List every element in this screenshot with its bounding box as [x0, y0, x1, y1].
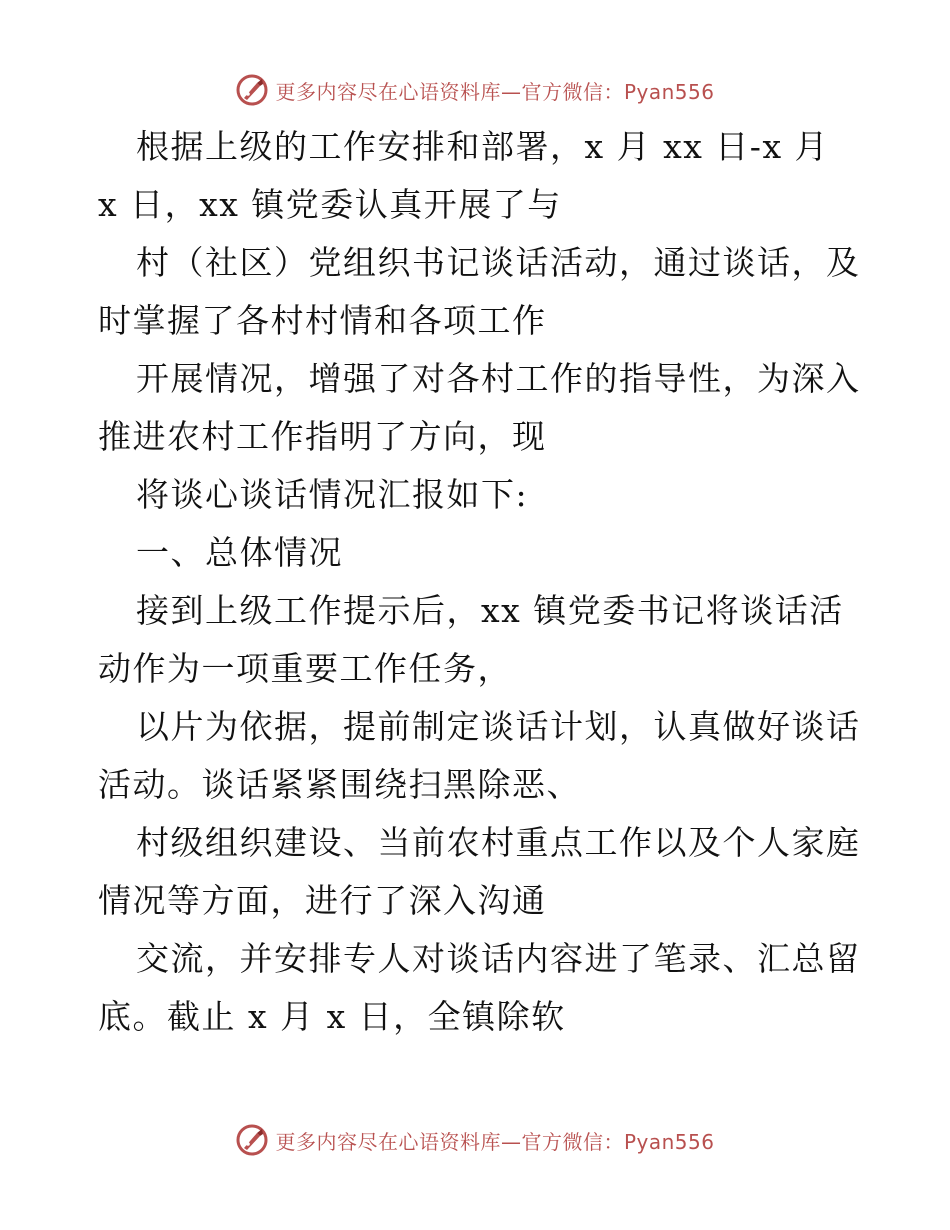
- paragraph-line: 村级组织建设、当前农村重点工作以及个人家庭: [136, 823, 861, 862]
- paragraph-line: x 日，xx 镇党委认真开展了与: [98, 185, 562, 224]
- paragraph-line: 根据上级的工作安排和部署，x 月 xx 日-x 月: [136, 127, 830, 166]
- paragraph-line: 以片为依据，提前制定谈话计划，认真做好谈话: [136, 707, 861, 746]
- footer-banner: [0, 1120, 950, 1160]
- paragraph-line: 交流，并安排专人对谈话内容进了笔录、汇总留: [136, 939, 861, 978]
- paragraph-line: 将谈心谈话情况汇报如下:: [136, 475, 529, 514]
- paragraph-line: 情况等方面，进行了深入沟通: [98, 881, 547, 920]
- header-banner-text: 更多内容尽在心语资料库—官方微信：Pyan556: [275, 79, 715, 104]
- header-banner: [0, 70, 950, 110]
- paragraph-line: 推进农村工作指明了方向，现: [98, 417, 547, 456]
- paragraph-line: 底。截止 x 月 x 日，全镇除软: [98, 997, 566, 1036]
- paragraph-line: 一、总体情况: [136, 533, 343, 572]
- paragraph-line: 开展情况，增强了对各村工作的指导性，为深入: [136, 359, 861, 398]
- paragraph-line: 接到上级工作提示后，xx 镇党委书记将谈话活: [136, 591, 844, 630]
- paragraph-line: 动作为一项重要工作任务，: [98, 649, 512, 688]
- quill-pen-logo-icon: [235, 1123, 269, 1157]
- quill-pen-logo-icon: [235, 73, 269, 107]
- paragraph-line: 活动。谈话紧紧围绕扫黑除恶、: [98, 765, 581, 804]
- paragraph-line: 村（社区）党组织书记谈话活动，通过谈话，及: [136, 243, 861, 282]
- document-body: [98, 118, 861, 1046]
- paragraph-line: 时掌握了各村村情和各项工作: [98, 301, 547, 340]
- footer-banner-text: 更多内容尽在心语资料库—官方微信：Pyan556: [275, 1129, 715, 1154]
